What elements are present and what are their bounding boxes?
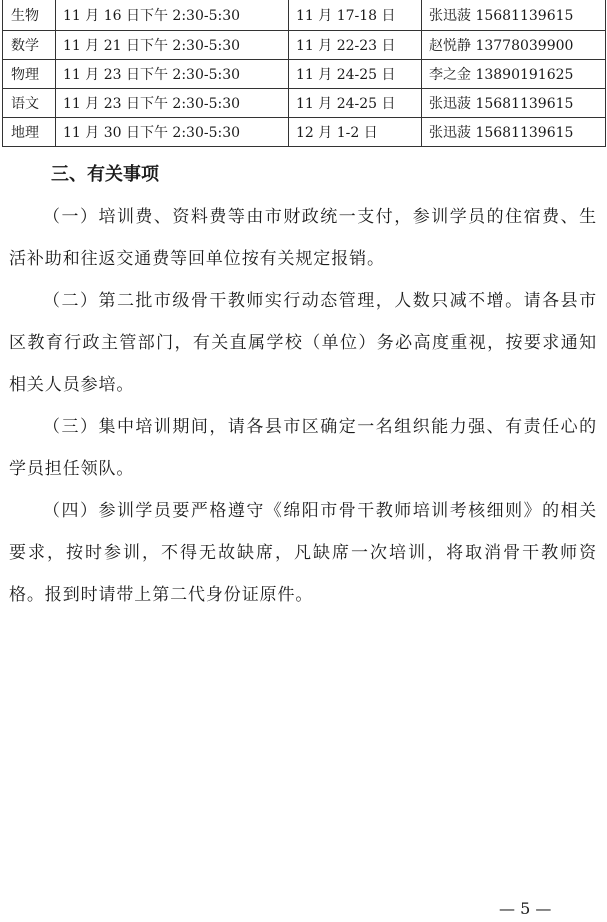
training-time-cell: 11 月 23 日下午 2:30-5:30: [56, 60, 289, 89]
training-time-cell: 11 月 23 日下午 2:30-5:30: [56, 89, 289, 118]
table-row: [3, 60, 606, 89]
table-row: [3, 89, 606, 118]
table-row: [3, 31, 606, 60]
paragraph-4: （四）参训学员要严格遵守《绵阳市骨干教师培训考核细则》的相关要求，按时参训，不得无故缺席，凡缺席一次培训，将取消骨干教师资格。报到时请带上第二代身份证原件。: [9, 501, 597, 605]
training-dates-cell: 11 月 17-18 日: [289, 0, 422, 31]
training-dates-cell: 11 月 24-25 日: [289, 60, 422, 89]
training-dates-cell: 11 月 22-23 日: [289, 31, 422, 60]
paragraph-2: （二）第二批市级骨干教师实行动态管理，人数只减不增。请各县市区教育行政主管部门，有关直属学校（单位）务必高度重视，按要求通知相关人员参培。: [9, 291, 597, 395]
training-time-cell: 11 月 16 日下午 2:30-5:30: [56, 0, 289, 31]
contact-cell: 李之金 13890191625: [422, 60, 606, 89]
page-number: — 5 —: [499, 899, 552, 918]
notes-body: [9, 196, 597, 616]
subject-cell: 生物: [3, 0, 56, 31]
paragraph-1: （一）培训费、资料费等由市财政统一支付，参训学员的住宿费、生活补助和往返交通费等回单位按有关规定报销。: [9, 207, 597, 269]
contact-cell: 张迅菠 15681139615: [422, 89, 606, 118]
training-dates-cell: 12 月 1-2 日: [289, 118, 422, 147]
contact-cell: 张迅菠 15681139615: [422, 0, 606, 31]
subject-cell: 物理: [3, 60, 56, 89]
subject-cell: 地理: [3, 118, 56, 147]
table-row: [3, 118, 606, 147]
paragraph-3: （三）集中培训期间，请各县市区确定一名组织能力强、有责任心的学员担任领队。: [9, 417, 597, 479]
training-dates-cell: 11 月 24-25 日: [289, 89, 422, 118]
table-row: [3, 0, 606, 31]
training-time-cell: 11 月 21 日下午 2:30-5:30: [56, 31, 289, 60]
schedule-table: [2, 0, 606, 147]
section-heading: 三、有关事项: [51, 164, 159, 185]
training-time-cell: 11 月 30 日下午 2:30-5:30: [56, 118, 289, 147]
contact-cell: 张迅菠 15681139615: [422, 118, 606, 147]
subject-cell: 语文: [3, 89, 56, 118]
contact-cell: 赵悦静 13778039900: [422, 31, 606, 60]
subject-cell: 数学: [3, 31, 56, 60]
